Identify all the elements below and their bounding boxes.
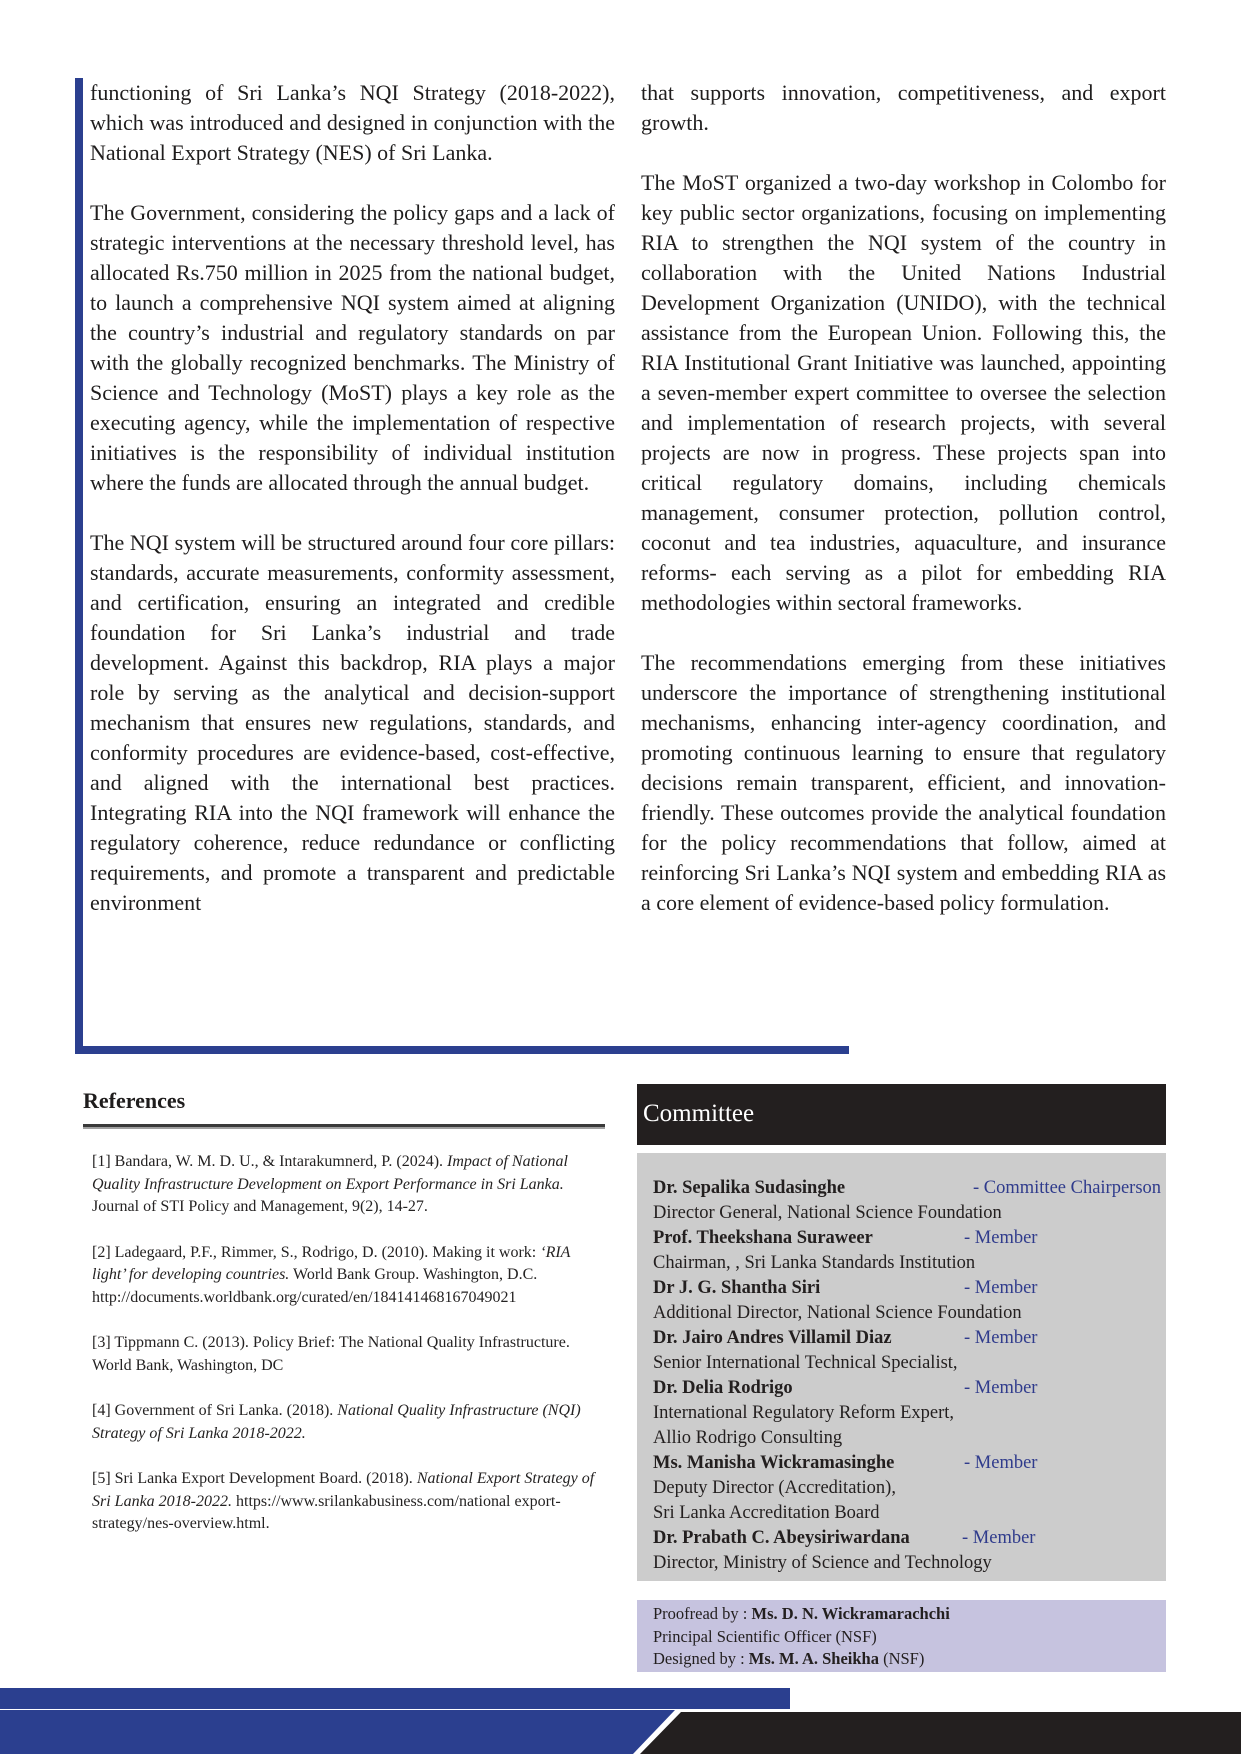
- references-list: [83, 1151, 605, 1536]
- committee-member: [653, 1226, 1166, 1251]
- footer-blue-band: [0, 1710, 675, 1754]
- reference-item: [3] Tippmann C. (2013). Policy Brief: The National Quality Infrastructure. World Bank, Washington, DC: [92, 1334, 570, 1374]
- member-name: Dr J. G. Shantha Siri: [653, 1278, 821, 1298]
- member-affiliation: Deputy Director (Accreditation),: [653, 1478, 896, 1498]
- article-bottom-accent-bar: [75, 1046, 849, 1054]
- member-role: - Member: [964, 1278, 1038, 1298]
- proofread-line: Proofread by : Ms. D. N. Wickramarachchi: [653, 1604, 950, 1623]
- committee-member: [653, 1451, 1166, 1476]
- member-name: Dr. Delia Rodrigo: [653, 1378, 793, 1398]
- committee-member: [653, 1376, 1166, 1401]
- member-name: Prof. Theekshana Suraweer: [653, 1228, 873, 1248]
- references-heading: References: [83, 1088, 186, 1113]
- footer-blue-bar: [0, 1688, 790, 1709]
- paragraph: The recommendations emerging from these initiatives underscore the importance of strengthening institutional mechanisms, enhancing inter-agency coordination, and promoting continuous learning to ensure that regulatory decisions remain transparent, efficient, and innovation-friendly. These outcomes provide the analytical foundation for the policy recommendations that follow, aimed at reinforcing Sri Lanka’s NQI system and embedding RIA as a core element of evidence-based policy formulation.: [641, 650, 1166, 915]
- designed-line: Designed by : Ms. M. A. Sheikha (NSF): [653, 1649, 925, 1668]
- committee-members-list: [653, 1176, 1166, 1576]
- member-name: Dr. Prabath C. Abeysiriwardana: [653, 1528, 910, 1548]
- member-role: - Member: [964, 1453, 1038, 1473]
- member-role: - Committee Chairperson: [973, 1178, 1162, 1198]
- member-name: Ms. Manisha Wickramasinghe: [653, 1453, 895, 1473]
- member-name: Dr. Sepalika Sudasinghe: [653, 1178, 846, 1198]
- footer-dark-band: [640, 1712, 1241, 1754]
- references-section: [83, 1086, 605, 1559]
- member-affiliation: Director, Ministry of Science and Technology: [653, 1553, 992, 1573]
- proofreader-title: Principal Scientific Officer (NSF): [653, 1626, 877, 1646]
- references-divider: [83, 1124, 605, 1129]
- left-accent-bar: [75, 78, 83, 1054]
- committee-member: [653, 1526, 1166, 1551]
- committee-members-box: [637, 1153, 1166, 1581]
- committee-heading: Committee: [643, 1100, 755, 1127]
- member-role: - Member: [964, 1328, 1038, 1348]
- member-role: - Member: [964, 1228, 1038, 1248]
- designer-name: Ms. M. A. Sheikha: [748, 1649, 879, 1668]
- reference-item: [5] Sri Lanka Export Development Board. (2018). National Export Strategy of Sri Lanka 2018-2022. https://www.srilankabusiness.com/national export-strategy/nes-overview.html.: [92, 1470, 595, 1532]
- paragraph: The NQI system will be structured around four core pillars: standards, accurate measurements, conformity assessment, and certification, ensuring an integrated and credible foundation for Sri Lanka’s industrial and trade development. Against this backdrop, RIA plays a major role by serving as the analytical and decision-support mechanism that ensures new regulations, standards, and conformity procedures are evidence-based, cost-effective, and aligned with the international best practices. Integrating RIA into the NQI framework will enhance the regulatory coherence, reduce redundance or conflicting requirements, and promote a transparent and predictable environment: [90, 530, 615, 915]
- proofreader-name: Ms. D. N. Wickramarachchi: [751, 1604, 950, 1623]
- member-affiliation: Senior International Technical Specialist,: [653, 1353, 958, 1373]
- paragraph: The Government, considering the policy gaps and a lack of strategic interventions at the necessary threshold level, has allocated Rs.750 million in 2025 from the national budget, to launch a comprehensive NQI system aimed at aligning the country’s industrial and regulatory standards on par with the globally recognized benchmarks. The Ministry of Science and Technology (MoST) plays a key role as the executing agency, while the implementation of respective initiatives is the responsibility of individual institution where the funds are allocated through the annual budget.: [90, 200, 615, 495]
- credits: [653, 1603, 950, 1671]
- member-affiliation: Allio Rodrigo Consulting: [653, 1428, 843, 1448]
- member-role: - Member: [962, 1528, 1036, 1548]
- member-affiliation: International Regulatory Reform Expert,: [653, 1403, 955, 1423]
- article-left-column: [90, 78, 615, 918]
- reference-item: [4] Government of Sri Lanka. (2018). National Quality Infrastructure (NQI) Strategy of Sri Lanka 2018-2022.: [92, 1402, 581, 1442]
- committee-header: [637, 1084, 1166, 1145]
- member-name: Dr. Jairo Andres Villamil Diaz: [653, 1328, 892, 1348]
- paragraph: that supports innovation, competitiveness, and export growth.: [641, 80, 1166, 135]
- article-right-column: [641, 78, 1166, 918]
- paragraph: The MoST organized a two-day workshop in Colombo for key public sector organizations, focusing on implementing RIA to strengthen the NQI system of the country in collaboration with the United Nations Industrial Development Organization (UNIDO), with the technical assistance from the European Union. Following this, the RIA Institutional Grant Initiative was launched, appointing a seven-member expert committee to oversee the selection and implementation of research projects, with several projects are now in progress. These projects span into critical regulatory domains, including chemicals management, consumer protection, pollution control, coconut and tea industries, aquaculture, and insurance reforms- each serving as a pilot for embedding RIA methodologies within sectoral frameworks.: [641, 170, 1166, 615]
- member-affiliation: Additional Director, National Science Foundation: [653, 1303, 1022, 1323]
- member-affiliation: Director General, National Science Foundation: [653, 1203, 1002, 1223]
- member-affiliation: Chairman, , Sri Lanka Standards Institution: [653, 1253, 976, 1273]
- reference-item: [2] Ladegaard, P.F., Rimmer, S., Rodrigo, D. (2010). Making it work: ‘RIA light’ for developing countries. World Bank Group. Washington, D.C. http://documents.worldbank.org/curated/en/184141468167049021: [92, 1243, 571, 1306]
- committee-member: [653, 1326, 1166, 1351]
- member-affiliation: Sri Lanka Accreditation Board: [653, 1503, 880, 1523]
- committee-member: [653, 1276, 1166, 1301]
- paragraph: functioning of Sri Lanka’s NQI Strategy (2018-2022), which was introduced and designed in conjunction with the National Export Strategy (NES) of Sri Lanka.: [90, 80, 615, 165]
- committee-member: [653, 1176, 1166, 1201]
- reference-item: [1] Bandara, W. M. D. U., & Intarakumnerd, P. (2024). Impact of National Quality Infrastructure Development on Export Performance in Sri Lanka. Journal of STI Policy and Management, 9(2), 14-27.: [92, 1153, 568, 1215]
- member-role: - Member: [964, 1378, 1038, 1398]
- footer-decoration: [0, 1680, 1241, 1754]
- credits-box: [637, 1600, 1166, 1672]
